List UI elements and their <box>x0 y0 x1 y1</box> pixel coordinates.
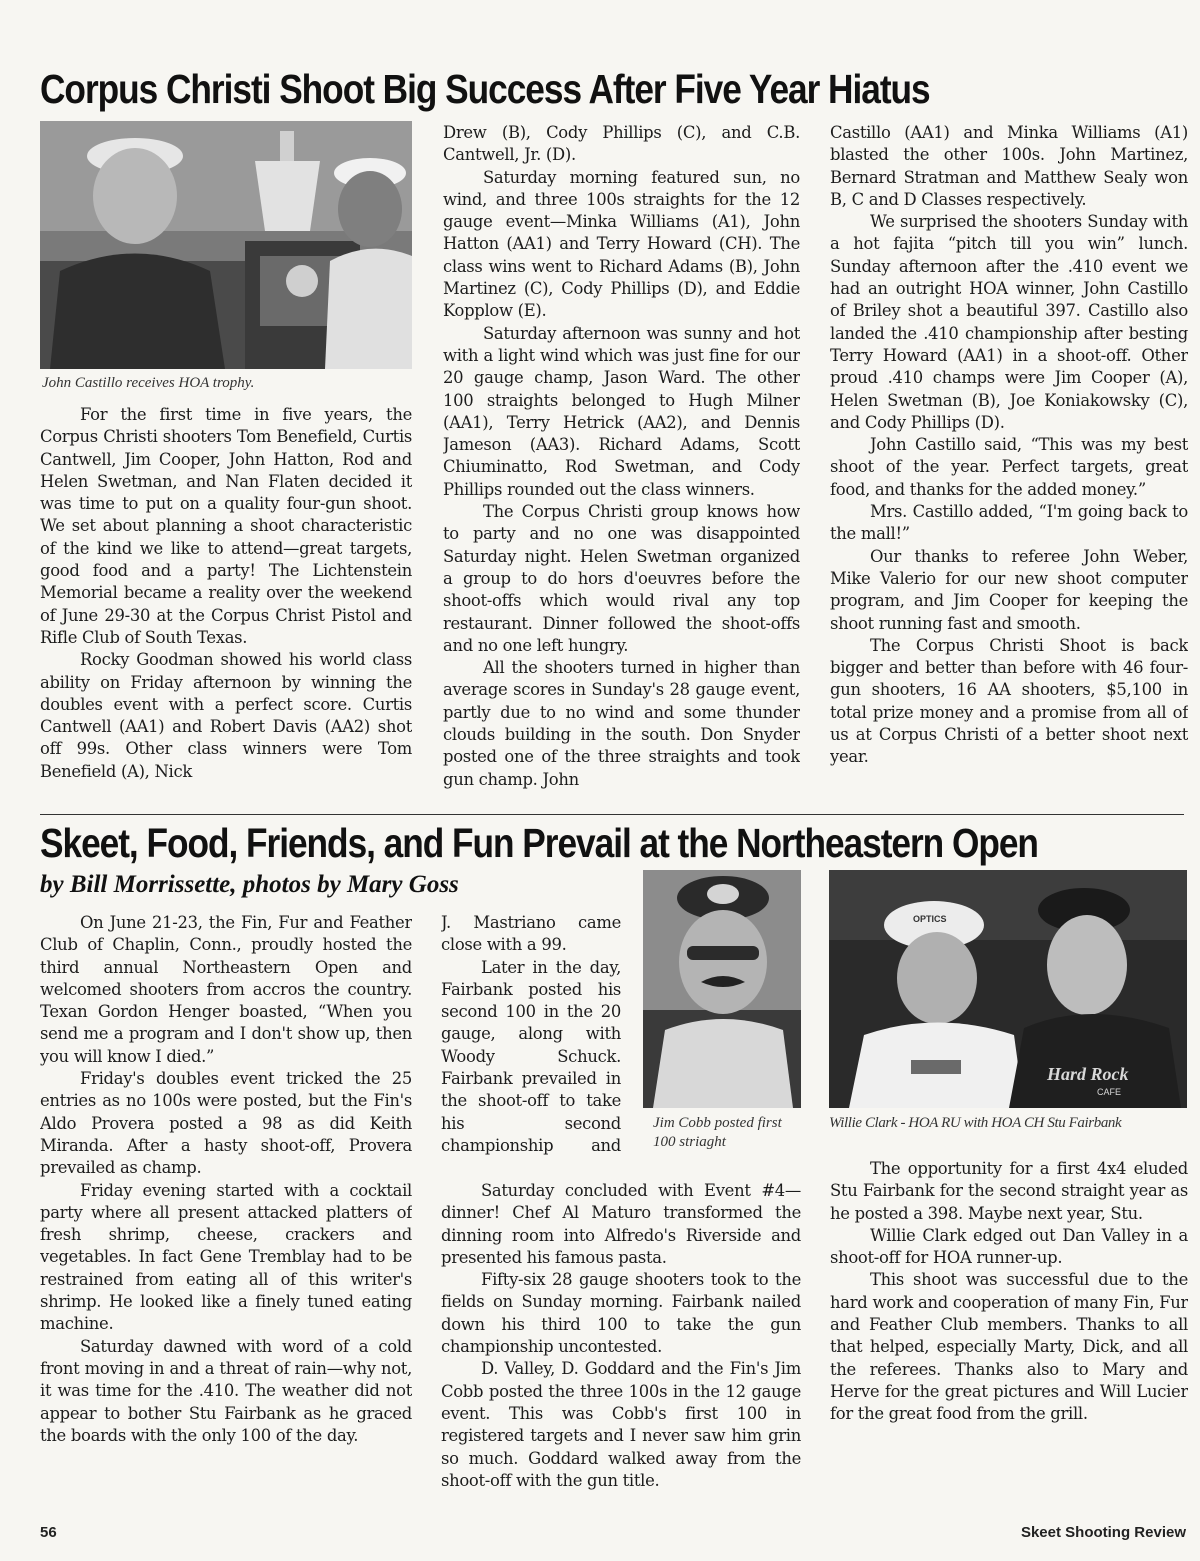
article2-col2-paragraph: Later in the day, Fairbank posted his second 100 in the 20 gauge, along with Woody Schuck. Fairbank prevailed in the shoot-off to take his second championship and <box>441 957 621 1155</box>
jim-cobb-photo-caption: Jim Cobb posted first 100 striaght <box>653 1115 782 1150</box>
article2-column-1 <box>40 912 412 1492</box>
article1-col1-paragraph: For the first time in five years, the Corpus Christi shooters Tom Benefield, Curtis Cantwell, Jim Cooper, John Hatton, Rod and Helen Swetman, and Nan Flaten decided it was time to put on a quality four-gun shoot. We set about planning a shoot characteristic of the kind we like to attend—great targets, good food and a party! The Lichtenstein Memorial became a reality over the weekend of June 29-30 at the Corpus Christ Pistol and Rifle Club of South Texas. <box>40 405 412 647</box>
page-number: 56 <box>40 1524 57 1541</box>
article2-col3-paragraph: Willie Clark edged out Dan Valley in a shoot-off for HOA runner-up. <box>830 1225 1188 1268</box>
article1-col3-paragraph: The Corpus Christi Shoot is back bigger and better than before with 46 four-gun shooters, 16 AA shooters, $5,100 in total prize money and a promise from all of us at Corpus Christi of a better shoot next year. <box>830 635 1188 767</box>
article2-col1-paragraph: Friday evening started with a cocktail party where all present attacked platters of fresh shrimp, cheese, crackers and vegetables. In fact Gene Tremblay had to be restrained from eating all of this writer's shrimp. He looked like a finely tuned eating machine. <box>40 1180 412 1334</box>
article2-col1-paragraph: Friday's doubles event tricked the 25 entries as no 100s were posted, but the Fin's Aldo Provera posted a 98 as did Keith Miranda. After a hasty shoot-off, Provera prevailed as champ. <box>40 1069 412 1178</box>
article1-column-2 <box>443 122 800 810</box>
article2-col1-paragraph: On June 21-23, the Fin, Fur and Feather Club of Chaplin, Conn., proudly hosted the third annual Northeastern Open and welcomed shooters from accros the country. Texan Gordon Henger boasted, “When you send me a program and I don't show up, then you will know I died.” <box>40 913 412 1066</box>
clark-fairbank-photo-caption: Willie Clark - HOA RU with HOA CH Stu Fairbank <box>829 1115 1122 1131</box>
jim-cobb-illustration <box>643 870 801 1108</box>
castillo-trophy-illustration <box>40 121 412 369</box>
article2-col2-paragraph: Saturday concluded with Event #4—dinner! Chef Al Maturo transformed the dinning room into Alfredo's Riverside and presented his famous pasta. <box>441 1181 801 1267</box>
hard-rock-shirt-text: Hard Rock <box>1047 1064 1129 1084</box>
article1-col3-paragraph: Our thanks to referee John Weber, Mike Valerio for our new shoot computer program, and Jim Cooper for keeping the shoot running fast and smooth. <box>830 546 1188 633</box>
article2-column-2-lower <box>441 1180 801 1492</box>
article-divider-rule <box>40 814 1184 815</box>
article1-col2-paragraph: The Corpus Christi group knows how to party and no one was disappointed Saturday night. Helen Swetman organized a group to do hors d'oeuvres before the shoot-offs which would rival any top restaurant. Dinner followed the shoot-offs and no one left hungry. <box>443 502 800 655</box>
castillo-trophy-photo <box>40 121 412 369</box>
article1-col1-paragraph: Rocky Goodman showed his world class ability on Friday afternoon by winning the doubles event with a perfect score. Curtis Cantwell (AA1) and Robert Davis (AA2) shot off 99s. Other class winners were Tom Benefield (A), Nick <box>40 650 412 781</box>
article2-col3-paragraph: This shoot was successful due to the hard work and cooperation of many Fin, Fur and Feather Club members. Thanks to all that helped, especially Marty, Dick, and all the referees. Thanks also to Mary and Herve for the great pictures and Will Lucier for the great food from the grill. <box>830 1270 1188 1424</box>
article2-column-2-upper <box>441 912 621 1158</box>
clark-cap-text: OPTICS <box>913 914 947 924</box>
article1-headline: Corpus Christi Shoot Big Success After Five Year Hiatus <box>40 66 930 112</box>
article2-col2-paragraph: Fifty-six 28 gauge shooters took to the fields on Sunday morning. Fairbank nailed down his third 100 to take the gun championship uncontested. <box>441 1270 801 1357</box>
hard-rock-cafe-text: CAFE <box>1097 1087 1122 1097</box>
article1-col3-paragraph: We surprised the shooters Sunday with a hot fajita “pitch till you win” lunch. Sunday afternoon after the .410 event we had an outright HOA winner, John Castillo of Briley shot a beautiful 397. Castillo also landed the .410 championship after besting Terry Howard (AA1) in a shoot-off. Other proud .410 champs were Jim Cooper (A), Helen Swetman (B), Joe Koniakowsky (C), and Cody Phillips (D). <box>830 212 1188 432</box>
castillo-photo-caption: John Castillo receives HOA trophy. <box>42 375 255 391</box>
article1-col2-paragraph: Drew (B), Cody Phillips (C), and C.B. Cantwell, Jr. (D). <box>443 123 800 165</box>
publication-name: Skeet Shooting Review <box>1020 1524 1186 1541</box>
article1-col2-paragraph: Saturday morning featured sun, no wind, and three 100s straights for the 12 gauge event—Minka Williams (A1), John Hatton (AA1) and Terry Howard (CH). The class wins went to Richard Adams (B), John Martinez (C), Cody Phillips (D), and Eddie Kopplow (E). <box>443 167 800 321</box>
article1-col3-paragraph: Castillo (AA1) and Minka Williams (A1) blasted the other 100s. John Martinez, Bernard Stratman and Matthew Sealy won B, C and D Classes respectively. <box>830 123 1188 209</box>
article1-col3-paragraph: John Castillo said, “This was my best shoot of the year. Perfect targets, great food, and thanks for the added money.” <box>830 435 1188 499</box>
article1-col2-paragraph: All the shooters turned in higher than average scores in Sunday's 28 gauge event, partly due to no wind and some thunder clouds building in the south. Don Snyder posted one of the three straights and took gun champ. John <box>443 658 800 789</box>
article1-column-1 <box>40 404 412 810</box>
article2-column-3 <box>830 1158 1188 1492</box>
article1-col3-paragraph: Mrs. Castillo added, “I'm going back to the mall!” <box>830 502 1188 544</box>
clark-fairbank-illustration <box>829 870 1187 1108</box>
article2-col1-paragraph: Saturday dawned with word of a cold front moving in and a threat of rain—why not, it was time for the .410. The weather did not appear to bother Stu Fairbank as he graced the boards with the only 100 of the day. <box>40 1336 412 1445</box>
jim-cobb-photo <box>643 870 801 1108</box>
article2-headline: Skeet, Food, Friends, and Fun Prevail at the Northeastern Open <box>40 820 1038 866</box>
article1-col2-paragraph: Saturday afternoon was sunny and hot with a light wind which was just fine for our 20 gauge champ, Jason Ward. The other 100 straights belonged to Hugh Milner (AA1), Terry Hetrick (AA2), and Dennis Jameson (AA3). Richard Adams, Scott Chiuminatto, Rod Swetman, and Cody Phillips rounded out the class winners. <box>443 323 800 499</box>
article2-col2-paragraph: D. Valley, D. Goddard and the Fin's Jim Cobb posted the three 100s in the 12 gauge event. This was Cobb's first 100 in registered targets and I never saw him grin so much. Goddard walked away from the shoot-off with the gun title. <box>441 1359 801 1490</box>
article2-byline: by Bill Morrissette, photos by Mary Goss <box>40 871 459 898</box>
article2-col2-paragraph: J. Mastriano came close with a 99. <box>441 913 621 955</box>
article2-col3-paragraph: The opportunity for a first 4x4 eluded Stu Fairbank for the second straight year as he posted a 398. Maybe next year, Stu. <box>830 1159 1188 1223</box>
clark-fairbank-photo <box>829 870 1187 1108</box>
article1-column-3 <box>830 122 1188 810</box>
